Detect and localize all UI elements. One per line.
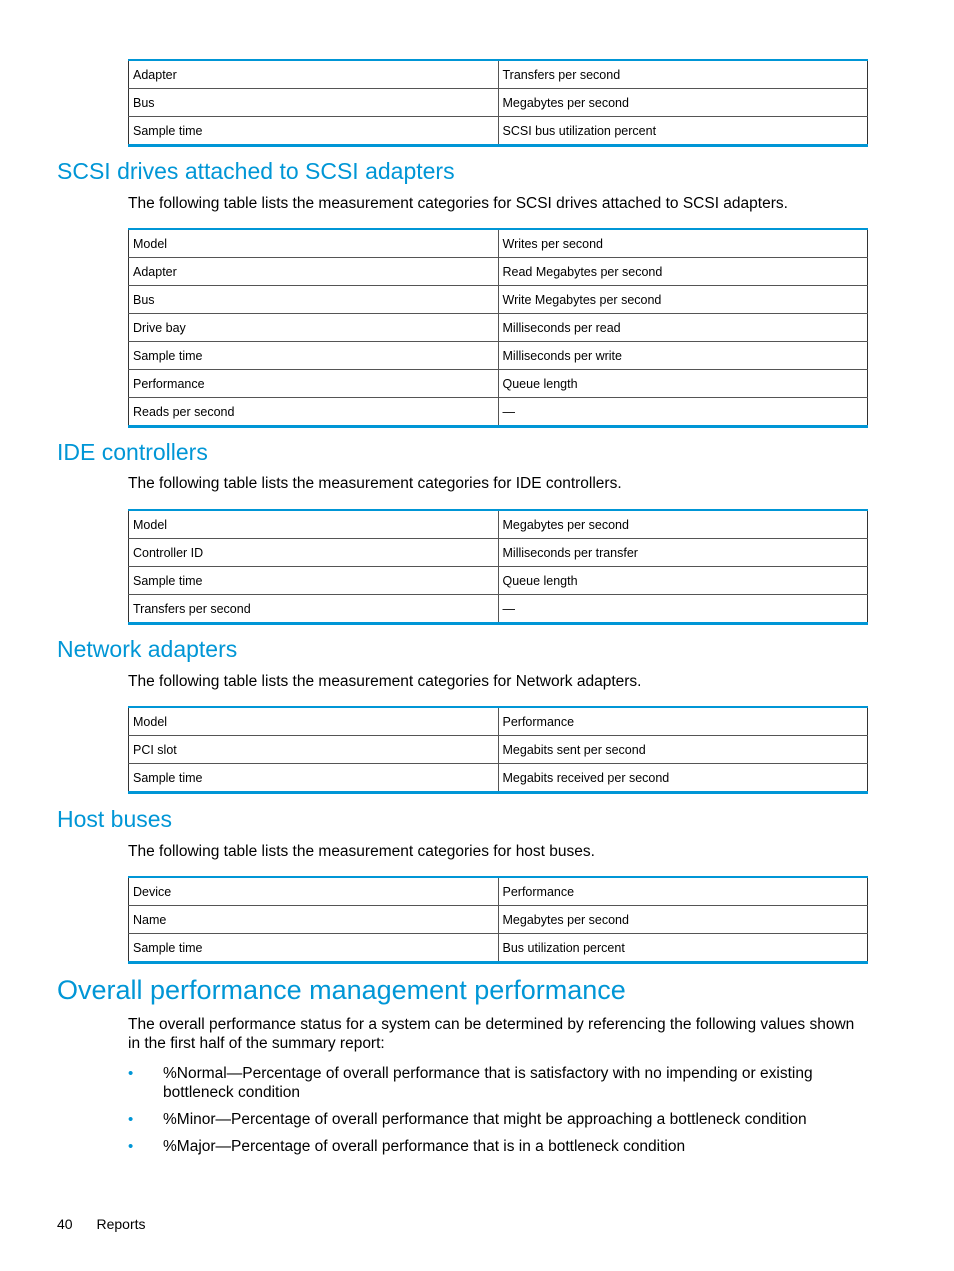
table-row: Adapter Read Megabytes per second	[129, 258, 868, 286]
table-row: PCI slot Megabits sent per second	[129, 736, 868, 764]
section-intro-host-buses: The following table lists the measurement categories for host buses.	[128, 843, 595, 860]
table-row: Model Megabytes per second	[129, 510, 868, 539]
page-footer	[57, 1216, 166, 1232]
section-intro-ide: The following table lists the measurement categories for IDE controllers.	[128, 475, 622, 492]
table-row: Sample time Milliseconds per write	[129, 342, 868, 370]
table-ide	[128, 509, 868, 625]
footer-section: Reports	[96, 1216, 146, 1232]
table-row: Model Writes per second	[129, 229, 868, 258]
section-intro-overall: The overall performance status for a system can be determined by referencing the following values shown in the first half of the summary report:	[128, 1016, 855, 1052]
bullet-icon: •	[128, 1138, 134, 1155]
table-row: Model Performance	[129, 707, 868, 736]
table-row: Name Megabytes per second	[129, 906, 868, 934]
table-row: Sample time Bus utilization percent	[129, 934, 868, 963]
table-host-buses	[128, 876, 868, 964]
section-intro-network: The following table lists the measurement categories for Network adapters.	[128, 673, 642, 690]
table-row: Sample time SCSI bus utilization percent	[129, 117, 868, 146]
section-heading-scsi-drives: SCSI drives attached to SCSI adapters	[57, 158, 455, 184]
table-row: Sample time Megabits received per second	[129, 764, 868, 793]
table-row: Controller ID Milliseconds per transfer	[129, 539, 868, 567]
table-top	[128, 59, 868, 147]
table-row: Bus Megabytes per second	[129, 89, 868, 117]
section-intro-scsi-drives: The following table lists the measurement categories for SCSI drives attached to SCSI adapters.	[128, 195, 788, 212]
section-heading-ide: IDE controllers	[57, 439, 208, 465]
section-heading-host-buses: Host buses	[57, 806, 173, 832]
list-item: • %Normal—Percentage of overall performance that is satisfactory with no impending or existing bottleneck condition	[128, 1065, 813, 1101]
section-heading-network: Network adapters	[57, 636, 238, 662]
table-network	[128, 706, 868, 794]
table-row: Reads per second —	[129, 398, 868, 427]
table-row: Adapter Transfers per second	[129, 60, 868, 89]
table-row: Performance Queue length	[129, 370, 868, 398]
table-scsi-drives	[128, 228, 868, 428]
page-number: 40	[57, 1216, 73, 1232]
list-item: • %Major—Percentage of overall performance that is in a bottleneck condition	[128, 1138, 686, 1155]
table-row: Drive bay Milliseconds per read	[129, 314, 868, 342]
table-row: Transfers per second —	[129, 595, 868, 624]
table-row: Sample time Queue length	[129, 567, 868, 595]
list-item: • %Minor—Percentage of overall performance that might be approaching a bottleneck condition	[128, 1111, 807, 1128]
section-heading-overall: Overall performance management performance	[57, 975, 626, 1005]
bullet-icon: •	[128, 1111, 134, 1128]
bullet-icon: •	[128, 1065, 134, 1082]
table-row: Bus Write Megabytes per second	[129, 286, 868, 314]
table-row: Device Performance	[129, 877, 868, 906]
bullet-list	[128, 1064, 873, 1164]
